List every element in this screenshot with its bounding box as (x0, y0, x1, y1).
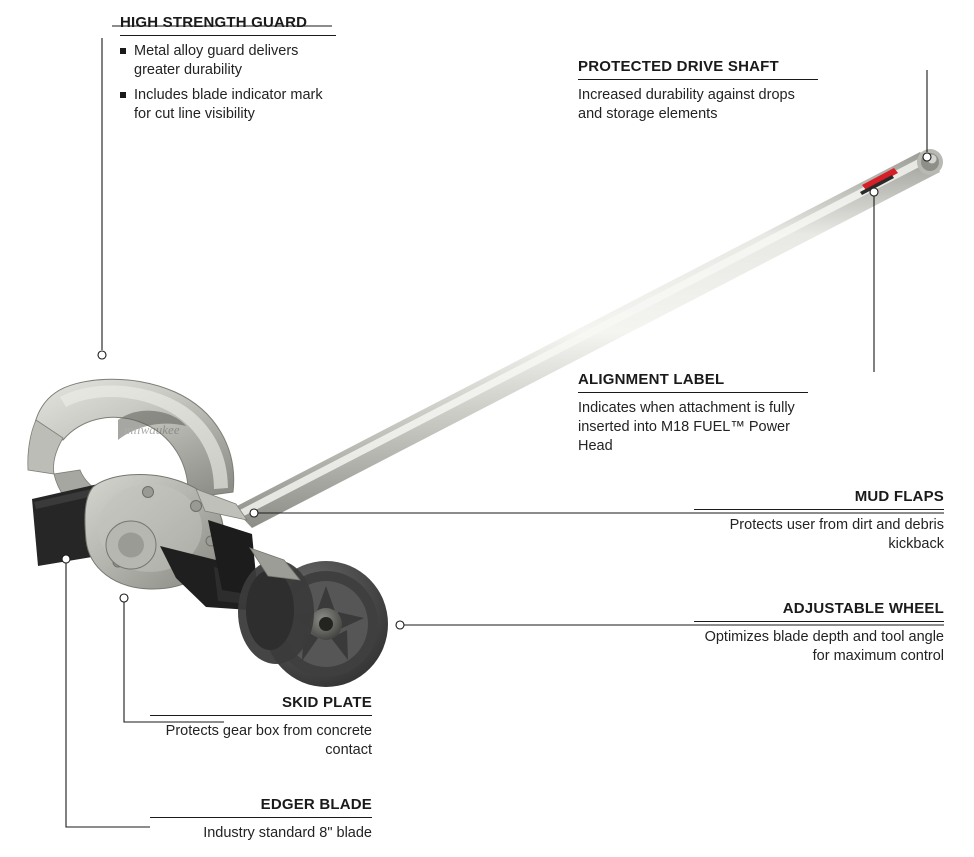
callout-title: PROTECTED DRIVE SHAFT (578, 58, 779, 75)
title-rule (694, 509, 944, 510)
shaft-end-cap (917, 149, 943, 175)
callout-alignment-label (578, 371, 808, 456)
callout-title: ADJUSTABLE WHEEL (782, 600, 944, 617)
callout-body: Protects user from dirt and debris kickback (729, 517, 944, 553)
callout-bullets (120, 42, 336, 123)
callout-body: Protects gear box from concrete contact (165, 723, 372, 759)
callout-body: Indicates when attachment is fully inserted into M18 FUEL™ Power Head (578, 400, 795, 454)
title-rule (120, 35, 336, 36)
callout-body: Optimizes blade depth and tool angle for maximum control (704, 629, 944, 665)
title-rule (578, 392, 808, 393)
callout-skid-plate (150, 694, 372, 760)
callout-mud-flaps (694, 488, 944, 554)
callout-bullet: Includes blade indicator mark for cut line visibility (120, 86, 336, 124)
callout-body: Industry standard 8" blade (203, 825, 372, 842)
title-rule (150, 817, 372, 818)
callout-title: HIGH STRENGTH GUARD (120, 14, 308, 31)
callout-title: SKID PLATE (281, 694, 372, 711)
callout-title: ALIGNMENT LABEL (578, 371, 725, 388)
title-rule (694, 621, 944, 622)
title-rule (578, 79, 818, 80)
callout-edger-blade (150, 796, 372, 843)
callout-body: Increased durability against drops and storage elements (578, 87, 795, 123)
title-rule (150, 715, 372, 716)
callout-bullet: Metal alloy guard delivers greater durability (120, 42, 336, 80)
drive-shaft (233, 149, 943, 528)
callout-high-strength-guard (120, 14, 336, 130)
callout-title: EDGER BLADE (260, 796, 372, 813)
svg-text:milwaukee: milwaukee (124, 422, 180, 437)
callout-protected-drive-shaft (578, 58, 818, 124)
adjustable-wheel (238, 548, 388, 687)
callout-adjustable-wheel (694, 600, 944, 666)
callout-title: MUD FLAPS (854, 488, 944, 505)
